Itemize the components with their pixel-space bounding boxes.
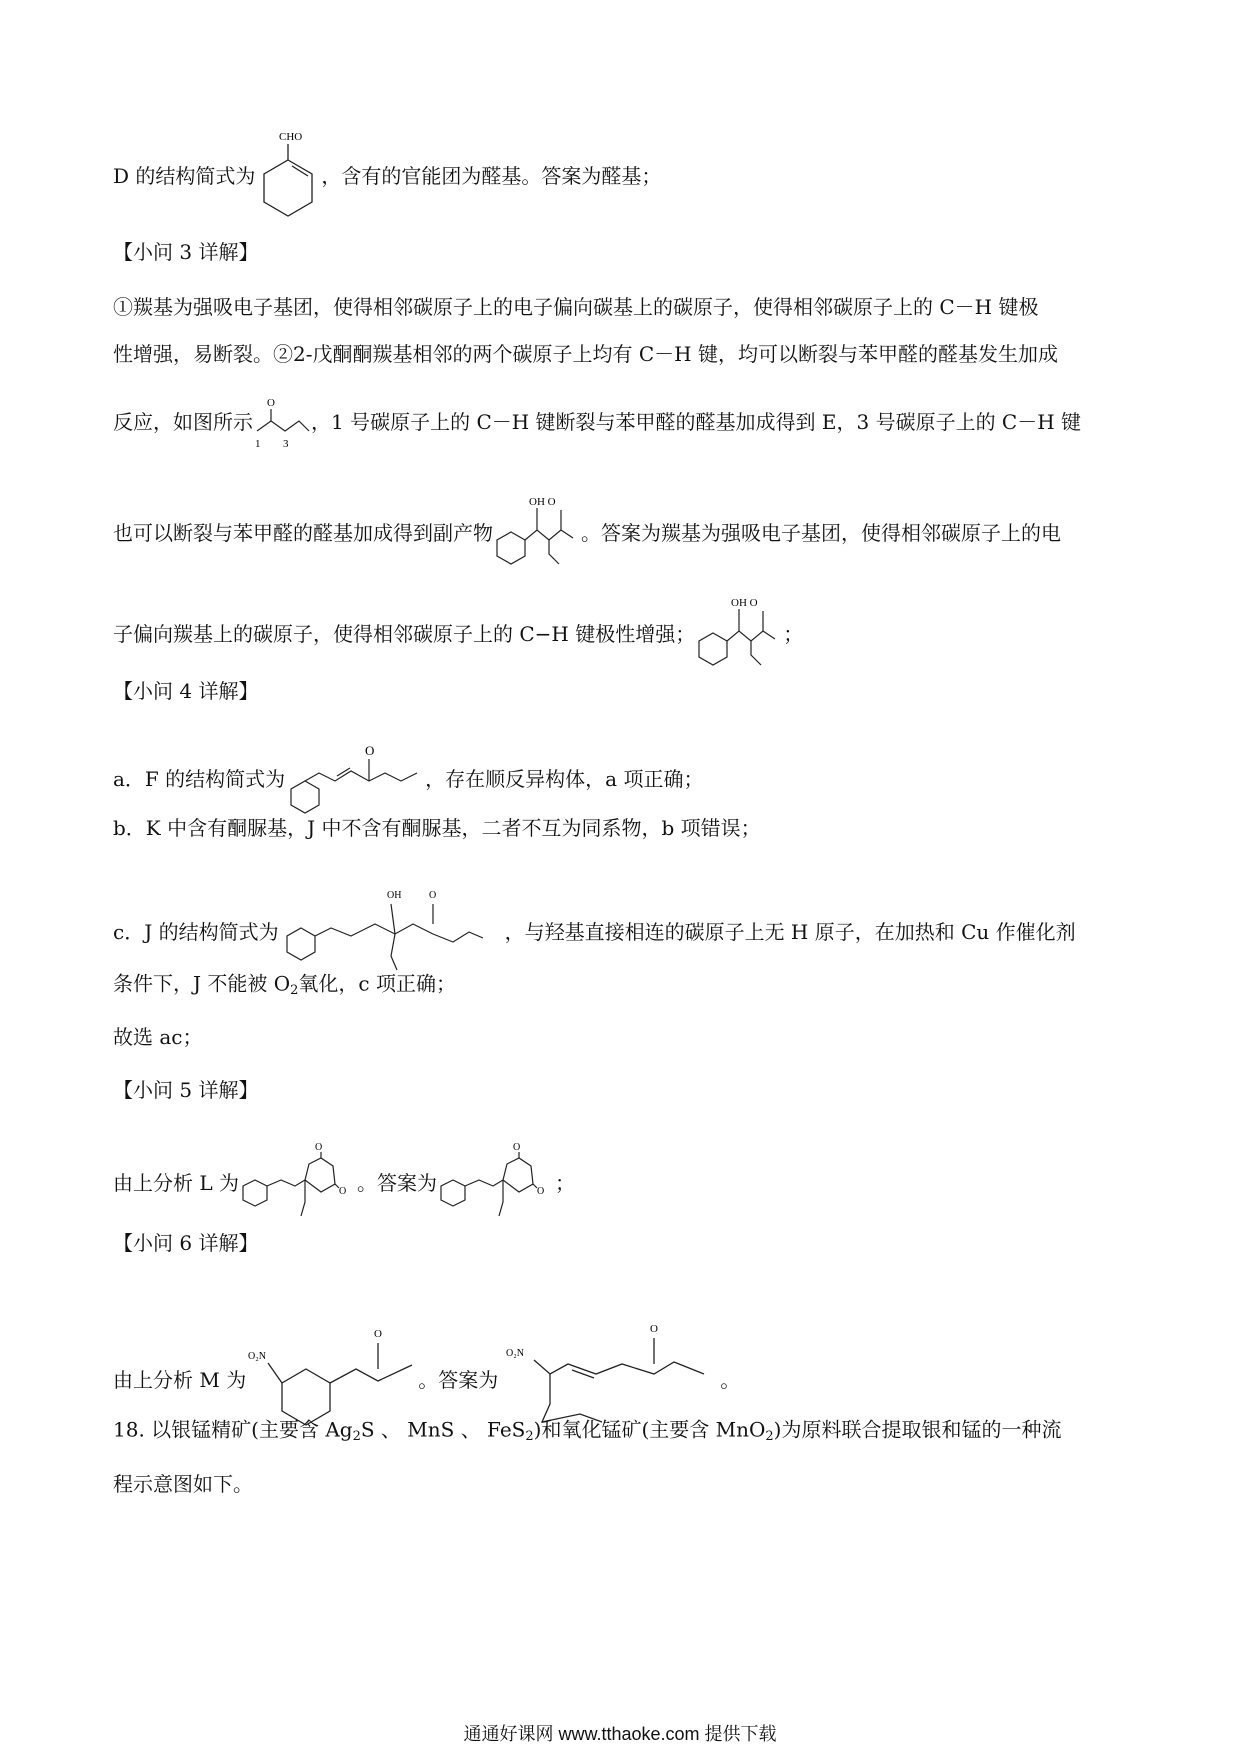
p4-a: a．F 的结构简式为 O ，存在顺反异构体，a 项正确； xyxy=(113,743,703,815)
p3-line2: 性增强，易断裂。②2-戊酮酮羰基相邻的两个碳原子上均有 C－H 键，均可以断裂与苯甲醛的醛基发生加成 xyxy=(113,342,1058,366)
svg-text:O₂N: O₂N xyxy=(248,1351,267,1362)
svg-text:O: O xyxy=(315,1142,323,1153)
p3-line5: 子偏向羰基上的碳原子，使得相邻碳原子上的 C−H 键极性增强； OH O ； xyxy=(113,595,803,673)
structure-byproduct xyxy=(493,494,581,572)
heading-q5: 【小问 5 详解】 xyxy=(113,1078,259,1102)
svg-text:O: O xyxy=(374,1328,383,1340)
structure-l xyxy=(239,1140,357,1226)
p4-c: c．J 的结构简式为 OH O ，与羟基直接相连的碳原子上无 H 原子，在加热和 Cu 作催化剂 xyxy=(113,884,1076,980)
svg-text:3: 3 xyxy=(283,438,289,449)
p4-c2: 条件下，J 不能被 $O_2$氧化，c 项正确； xyxy=(113,971,456,998)
svg-text:O₂N: O₂N xyxy=(506,1348,525,1359)
svg-text:O: O xyxy=(513,1142,521,1153)
p4-b: b．K 中含有酮脲基，J 中不含有酮脲基，二者不互为同系物，b 项错误； xyxy=(113,816,761,840)
svg-text:O: O xyxy=(537,1186,545,1197)
structure-j xyxy=(279,884,505,980)
p4-select: 故选 ac； xyxy=(113,1025,203,1049)
p6: 由上分析 M 为 O₂N O 。答案为 O₂N O 。 xyxy=(113,1318,740,1442)
p3-line3: 反应，如图所示 O 1 3 ，1 号碳原子上的 C－H 键断裂与苯甲醛的醛基加成得到 E，3 号碳原子上的 C－H 键 xyxy=(113,397,1082,449)
structure-byproduct-answer xyxy=(695,595,783,673)
structure-pentanone xyxy=(253,395,311,449)
footer: 通通好课网 www.tthaoke.com 提供下载 xyxy=(463,1724,777,1744)
structure-l-answer xyxy=(437,1140,555,1226)
svg-text:O: O xyxy=(365,743,375,758)
cho-label: CHO xyxy=(279,131,303,143)
heading-q4: 【小问 4 详解】 xyxy=(113,679,259,703)
structure-f xyxy=(285,743,425,815)
svg-text:1: 1 xyxy=(255,438,261,449)
heading-q3: 【小问 3 详解】 xyxy=(113,240,259,264)
p5: 由上分析 L 为 O O 。答案为 O O ； xyxy=(113,1140,575,1226)
svg-text:O: O xyxy=(428,890,436,901)
svg-text:OH O: OH O xyxy=(529,496,556,508)
svg-text:O: O xyxy=(267,397,275,409)
p3-line4: 也可以断裂与苯甲醛的醛基加成得到副产物 OH O 。答案为羰基为强吸电子基团，使得相邻碳原子上的电 xyxy=(113,494,1061,572)
svg-text:O: O xyxy=(339,1186,347,1197)
q18-line2: 程示意图如下。 xyxy=(113,1472,253,1496)
p3-line1: ①羰基为强吸电子基团，使得相邻碳原子上的电子偏向碳基上的碳原子，使得相邻碳原子上的 C－H 键极 xyxy=(113,295,1039,319)
line-d-pre: D 的结构简式为 xyxy=(113,164,256,188)
svg-text:OH: OH xyxy=(386,890,402,901)
structure-d xyxy=(255,128,321,224)
svg-text:OH O: OH O xyxy=(731,597,758,609)
heading-q6: 【小问 6 详解】 xyxy=(113,1231,259,1255)
svg-text:O: O xyxy=(650,1323,659,1335)
line-d xyxy=(113,128,661,224)
q18-line1: 18. 以银锰精矿(主要含 $Ag_2S$ 、 MnS 、 FeS$_2$)和氧化锰矿(主要含 MnO$_2$)为原料联合提取银和锰的一种流 xyxy=(113,1417,1062,1444)
line-d-post: ，含有的官能团为醛基。答案为醛基； xyxy=(321,164,662,188)
